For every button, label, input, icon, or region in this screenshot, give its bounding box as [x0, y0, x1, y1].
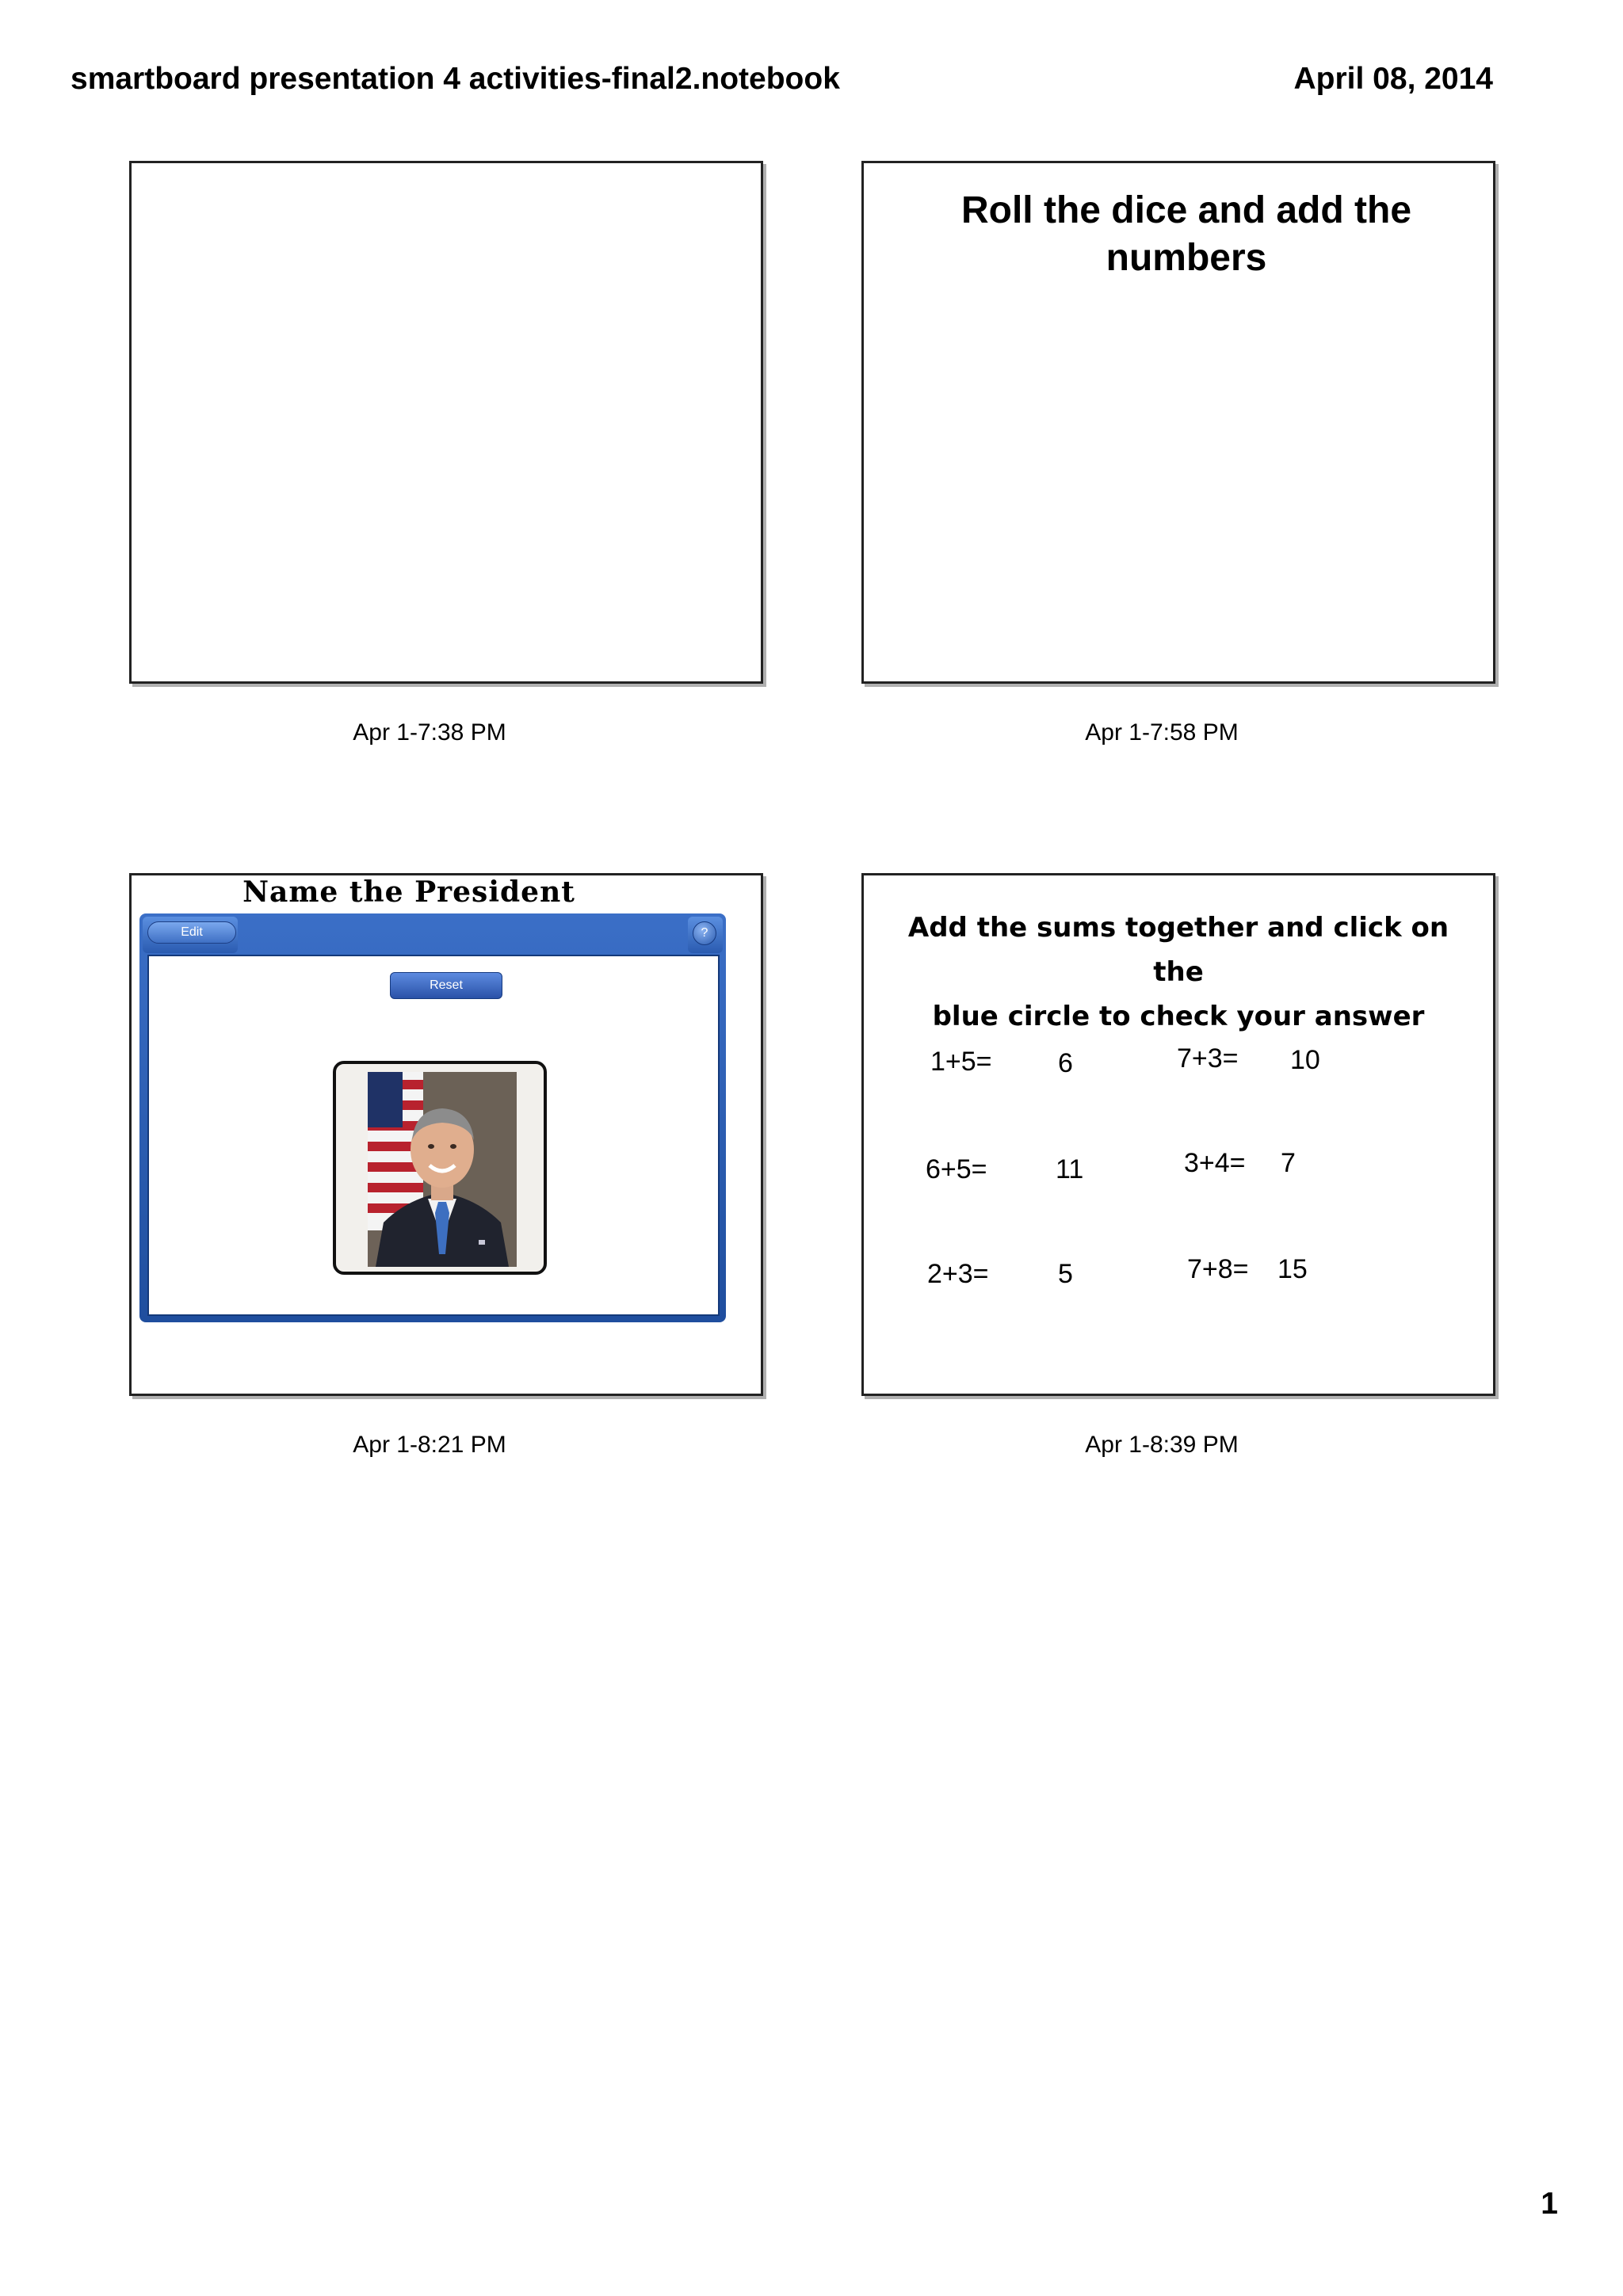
- slide-title: [911, 187, 1461, 282]
- slide-title-line1: Roll the dice and add the: [960, 189, 1412, 231]
- slide-thumbnail-2: [861, 161, 1495, 684]
- answer-4[interactable]: 7: [1281, 1148, 1296, 1178]
- equation-6: 7+8=: [1187, 1254, 1249, 1284]
- page-number: 1: [1541, 2187, 1558, 2221]
- equation-3: 6+5=: [926, 1154, 987, 1184]
- activity-area: [147, 955, 720, 1316]
- document-title: smartboard presentation 4 activities-final2.notebook: [71, 62, 840, 96]
- slide-caption-3: Apr 1-8:21 PM: [353, 1432, 506, 1458]
- instruction-line1: Add the sums together and click on the: [907, 912, 1449, 988]
- equation-4: 3+4=: [1184, 1148, 1246, 1178]
- activity-frame: [139, 913, 726, 1322]
- equation-1: 1+5=: [930, 1047, 992, 1077]
- equation-2: 7+3=: [1177, 1043, 1239, 1074]
- answer-3[interactable]: 11: [1056, 1154, 1084, 1184]
- slide-thumbnail-1: [129, 161, 763, 684]
- help-button[interactable]: ?: [693, 921, 716, 945]
- equation-5: 2+3=: [927, 1259, 989, 1289]
- answer-6[interactable]: 15: [1277, 1254, 1308, 1284]
- answer-5[interactable]: 5: [1058, 1259, 1073, 1289]
- instruction-text: [880, 906, 1477, 1039]
- slide-title-line2: numbers: [1106, 237, 1267, 279]
- reset-button[interactable]: Reset: [390, 972, 502, 999]
- answer-1[interactable]: 6: [1058, 1048, 1073, 1078]
- document-date: April 08, 2014: [1293, 62, 1493, 96]
- slide-title: Name the President: [242, 875, 575, 909]
- edit-button[interactable]: Edit: [147, 921, 236, 944]
- slide-thumbnail-3: [129, 873, 763, 1396]
- slide-thumbnail-4: [861, 873, 1495, 1396]
- slide-caption-1: Apr 1-7:38 PM: [353, 719, 506, 746]
- slide-caption-4: Apr 1-8:39 PM: [1085, 1432, 1239, 1458]
- photo-card[interactable]: [333, 1061, 547, 1275]
- slide-caption-2: Apr 1-7:58 PM: [1085, 719, 1239, 746]
- president-portrait: [368, 1072, 517, 1267]
- answer-2[interactable]: 10: [1290, 1045, 1320, 1075]
- instruction-line2: blue circle to check your answer: [932, 1001, 1425, 1032]
